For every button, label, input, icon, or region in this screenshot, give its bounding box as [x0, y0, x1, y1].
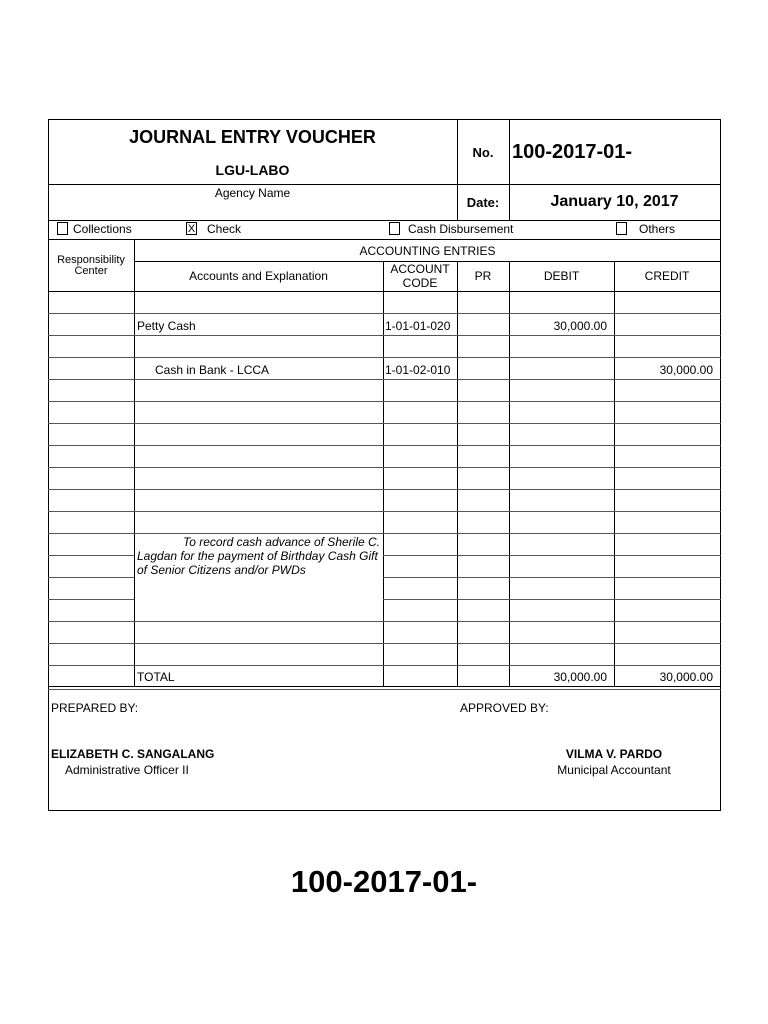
table-bottom-line-2: [48, 689, 721, 690]
col-line-credit: [614, 261, 615, 687]
debit-header: DEBIT: [543, 269, 580, 283]
row-line: [48, 577, 134, 578]
row-line: [48, 555, 134, 556]
cash-disbursement-checkbox[interactable]: [389, 222, 400, 235]
entry-code: 1-01-02-010: [385, 363, 451, 377]
others-checkbox[interactable]: [616, 222, 627, 235]
check-label: Check: [207, 222, 242, 236]
border-top: [48, 119, 721, 120]
agency-caption: Agency Name: [214, 186, 291, 200]
entry-code: 1-01-01-020: [385, 319, 451, 333]
collections-checkbox[interactable]: [57, 222, 68, 235]
row-line: [48, 511, 721, 512]
total-debit: 30,000.00: [553, 670, 607, 684]
agency-name: LGU-LABO: [215, 162, 290, 178]
preparer-name: ELIZABETH C. SANGALANG: [51, 747, 215, 761]
row-line: [48, 401, 721, 402]
border-left: [48, 119, 49, 811]
row-line: [48, 665, 721, 666]
header-bottom-line: [48, 220, 721, 221]
row-line: [383, 577, 721, 578]
col-line-pr: [457, 261, 458, 687]
row-line: [48, 467, 721, 468]
row-line: [48, 621, 721, 622]
date-value: January 10, 2017: [550, 193, 679, 210]
prepared-by-label: PREPARED BY:: [51, 701, 139, 715]
approved-by-label: APPROVED BY:: [460, 701, 549, 715]
voucher-no-label: No.: [472, 145, 494, 160]
pr-header: PR: [474, 269, 492, 283]
row-line: [383, 555, 721, 556]
others-label: Others: [639, 222, 676, 236]
row-line: [48, 533, 721, 534]
type-row-bottom: [48, 239, 721, 240]
credit-header: CREDIT: [644, 269, 690, 283]
footer-voucher-number: 100-2017-01-: [290, 864, 478, 899]
collections-label: Collections: [73, 222, 132, 236]
accounts-header: Accounts and Explanation: [189, 269, 328, 283]
row-line: [383, 599, 721, 600]
entry-debit: 30,000.00: [553, 319, 607, 333]
header-row-line: [48, 184, 721, 185]
row-line: [48, 335, 721, 336]
entry-account: Cash in Bank - LCCA: [155, 363, 270, 377]
total-label: TOTAL: [137, 670, 175, 684]
approver-name: VILMA V. PARDO: [565, 747, 663, 761]
entry-credit: 30,000.00: [659, 363, 713, 377]
preparer-title: Administrative Officer II: [65, 763, 189, 777]
row-line: [48, 313, 721, 314]
responsibility-center-header: Responsibility Center: [57, 254, 125, 277]
col-line-code: [383, 261, 384, 687]
row-line: [48, 445, 721, 446]
border-right: [720, 119, 721, 811]
entry-account: Petty Cash: [137, 319, 196, 333]
column-header-bottom: [48, 291, 721, 292]
accounting-entries-header: ACCOUNTING ENTRIES: [359, 244, 496, 258]
entry-explanation: To record cash advance of Sherile C. Lagdan for the payment of Birthday Cash Gift of Senior Citizens and/or PWDs: [137, 535, 380, 577]
cash-disbursement-label: Cash Disbursement: [408, 222, 514, 236]
total-credit: 30,000.00: [659, 670, 713, 684]
row-line: [48, 423, 721, 424]
row-line: [48, 489, 721, 490]
border-bottom: [48, 810, 721, 811]
table-bottom-line: [48, 686, 721, 687]
row-line: [48, 357, 721, 358]
account-code-header: ACCOUNT CODE: [390, 262, 450, 290]
row-line: [48, 599, 134, 600]
page-title: JOURNAL ENTRY VOUCHER: [129, 127, 376, 147]
col-line-responsibility: [134, 239, 135, 687]
check-checkbox[interactable]: X: [187, 223, 196, 235]
approver-title: Municipal Accountant: [557, 763, 671, 777]
row-line: [48, 379, 721, 380]
row-line: [48, 643, 721, 644]
voucher-no-value: 100-2017-01-: [512, 141, 633, 163]
date-label: Date:: [466, 195, 500, 210]
